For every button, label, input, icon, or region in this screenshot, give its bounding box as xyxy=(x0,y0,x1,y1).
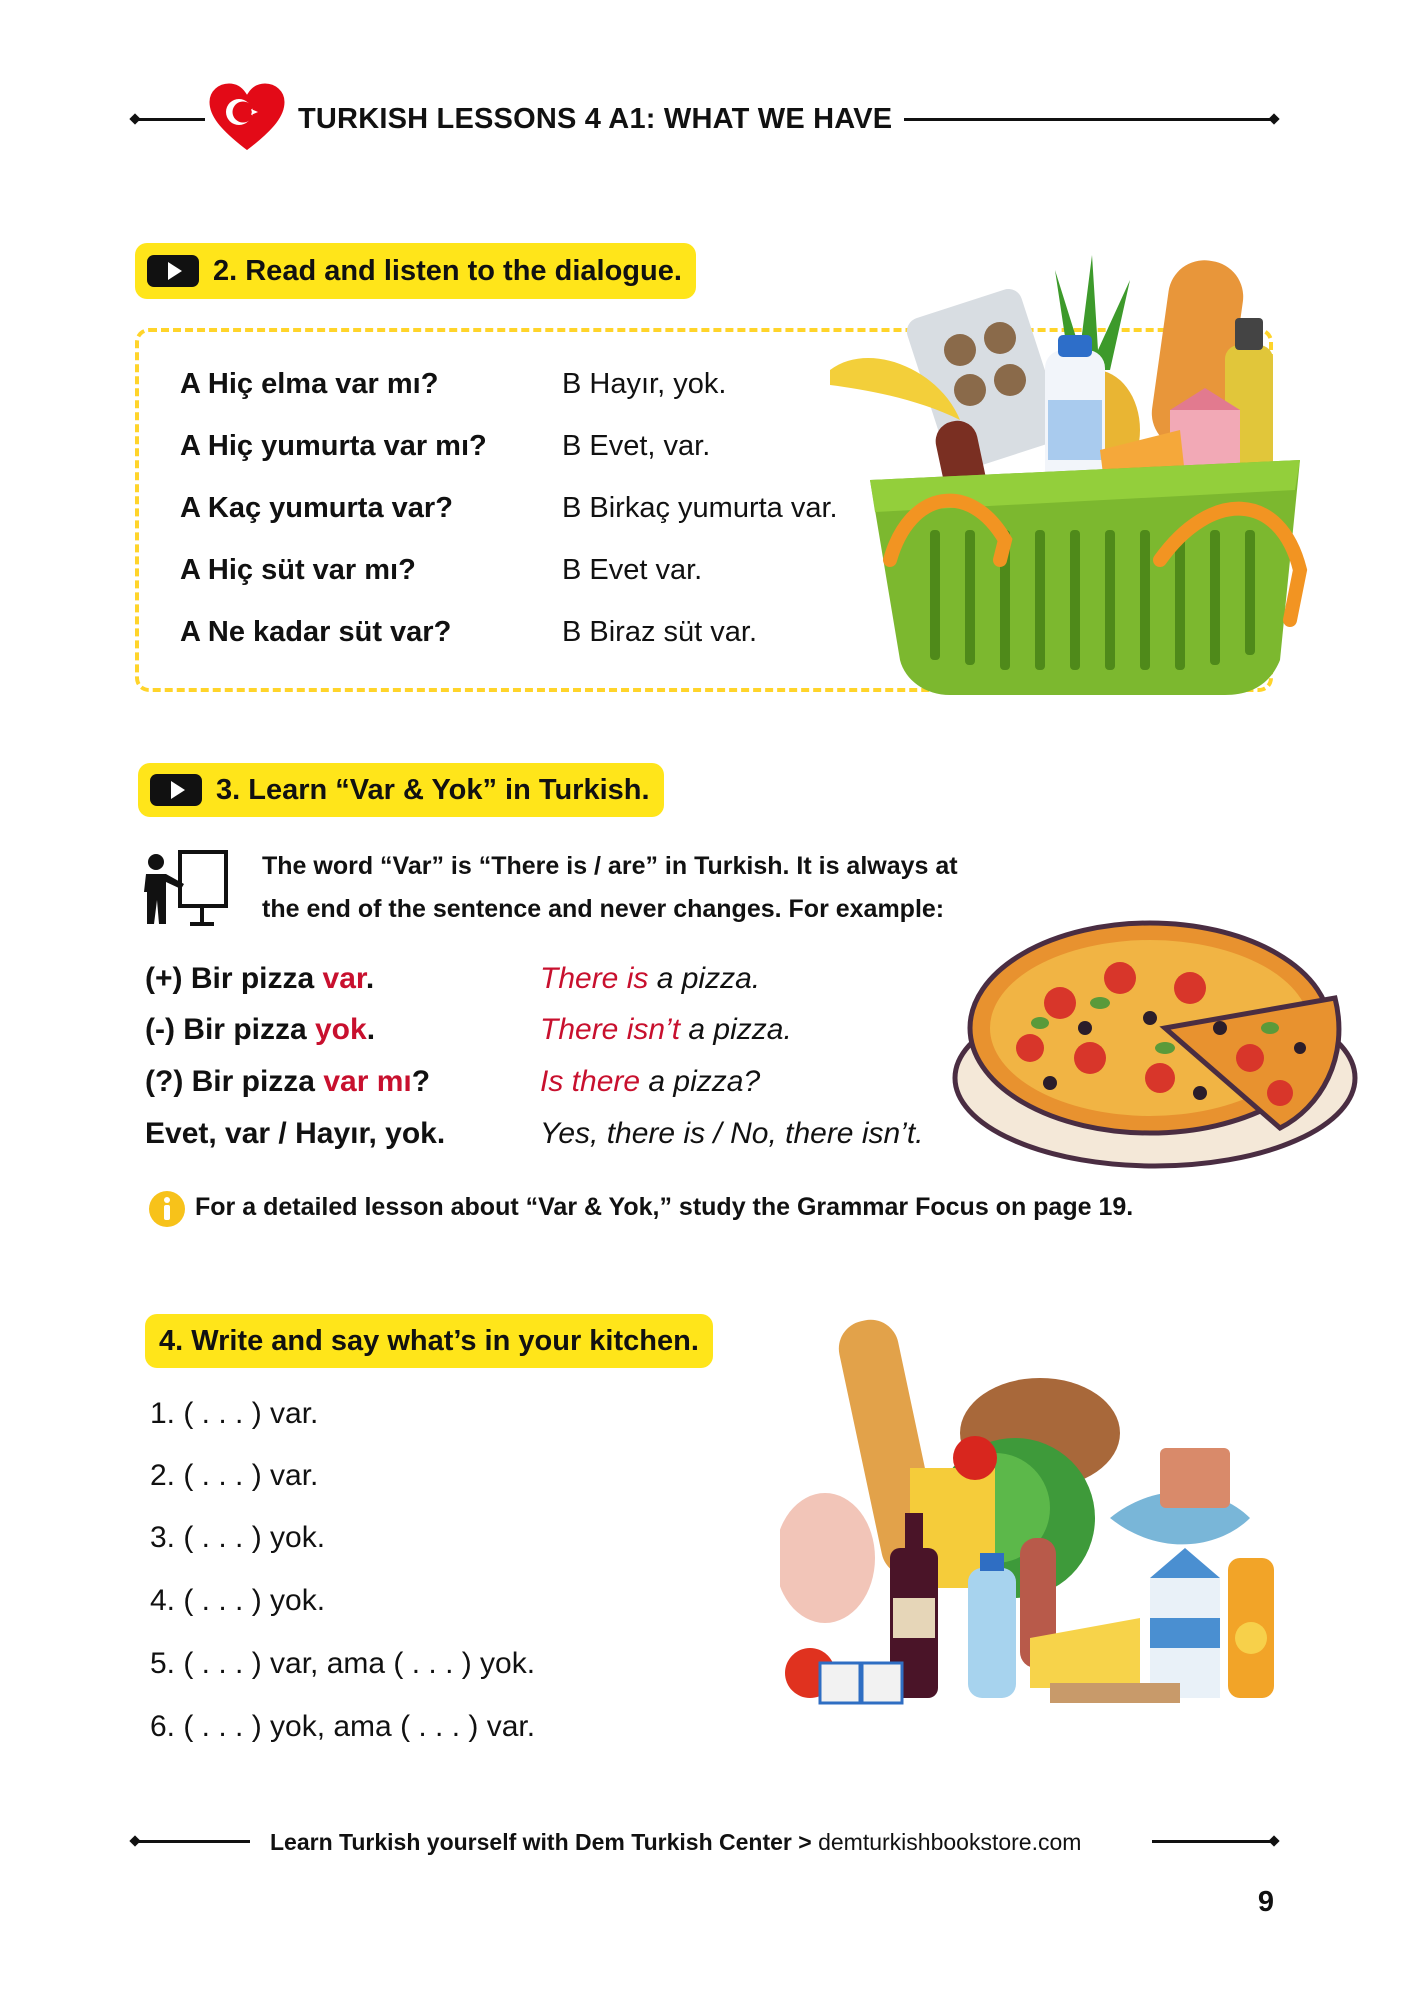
dialogue-line-a: A Ne kadar süt var? xyxy=(180,616,452,648)
exercise-item: 3. ( . . . ) yok. xyxy=(150,1521,326,1554)
example-highlight: There isn’t xyxy=(540,1013,681,1046)
example-text: a pizza? xyxy=(640,1065,761,1098)
example-text: (?) Bir pizza xyxy=(145,1065,324,1098)
example-english xyxy=(540,1013,792,1047)
example-turkish xyxy=(145,1065,430,1099)
header-rule-left xyxy=(135,118,205,121)
example-english xyxy=(540,1117,924,1151)
play-icon[interactable] xyxy=(147,255,199,287)
example-text: (+) Bir pizza xyxy=(145,962,323,995)
example-text: a pizza. xyxy=(648,962,761,995)
section2-heading xyxy=(135,243,696,299)
page-number: 9 xyxy=(1257,1886,1274,1918)
exercise-item: 1. ( . . . ) var. xyxy=(150,1397,319,1430)
dialogue-line-a: A Hiç yumurta var mı? xyxy=(180,430,487,462)
dialogue-line-b: B Hayır, yok. xyxy=(562,368,727,400)
section4-title: 4. Write and say what’s in your kitchen. xyxy=(159,1324,699,1357)
explanation-line: The word “Var” is “There is / are” in Turkish. It is always at xyxy=(262,852,958,880)
example-highlight: var xyxy=(322,962,366,995)
dialogue-line-b: B Birkaç yumurta var. xyxy=(562,492,838,524)
groceries-illustration xyxy=(780,1318,1280,1738)
example-highlight: var mı xyxy=(323,1065,412,1098)
dialogue-line-a: A Hiç süt var mı? xyxy=(180,554,416,586)
pizza-illustration xyxy=(950,908,1362,1170)
play-icon[interactable] xyxy=(150,774,202,806)
example-text: Yes, there is / No, there isn’t. xyxy=(540,1117,924,1150)
page-title: TURKISH LESSONS 4 A1: WHAT WE HAVE xyxy=(298,103,893,135)
exercise-item: 5. ( . . . ) var, ama ( . . . ) yok. xyxy=(150,1647,536,1680)
dialogue-line-b: B Evet, var. xyxy=(562,430,711,462)
exercise-item: 2. ( . . . ) var. xyxy=(150,1459,319,1492)
example-turkish xyxy=(145,962,374,996)
footer-rule-left xyxy=(135,1840,250,1843)
example-text: a pizza. xyxy=(680,1013,792,1046)
explanation-line: the end of the sentence and never changes. For example: xyxy=(262,895,945,923)
dialogue-line-a: A Kaç yumurta var? xyxy=(180,492,453,524)
example-text: ? xyxy=(411,1065,431,1098)
footer-rule-right xyxy=(1152,1840,1274,1843)
example-highlight: Is there xyxy=(540,1065,641,1098)
footer-brand: Learn Turkish yourself with Dem Turkish Center > xyxy=(270,1829,819,1855)
section2-title: 2. Read and listen to the dialogue. xyxy=(213,254,682,287)
example-highlight: yok xyxy=(315,1013,367,1046)
example-text: . xyxy=(366,1013,376,1046)
footer-credit xyxy=(270,1829,1081,1856)
shopping-basket-illustration xyxy=(830,240,1330,710)
footer-url[interactable]: demturkishbookstore.com xyxy=(818,1829,1082,1855)
example-text: (-) Bir pizza xyxy=(145,1013,315,1046)
example-text: Evet, var / Hayır, yok. xyxy=(145,1117,446,1150)
example-english xyxy=(540,962,760,996)
section3-title: 3. Learn “Var & Yok” in Turkish. xyxy=(216,773,650,806)
teacher-board-icon xyxy=(140,848,230,928)
example-text: . xyxy=(365,962,375,995)
section4-heading xyxy=(145,1314,713,1368)
var-explanation xyxy=(262,845,1062,931)
dialogue-line-b: B Evet var. xyxy=(562,554,703,586)
header-rule-right xyxy=(904,118,1274,121)
example-english xyxy=(540,1065,760,1099)
section3-heading xyxy=(138,763,664,817)
example-highlight: There is xyxy=(540,962,649,995)
info-icon xyxy=(148,1190,186,1228)
turkish-flag-heart-icon xyxy=(206,80,288,156)
dialogue-line-a: A Hiç elma var mı? xyxy=(180,368,439,400)
exercise-item: 4. ( . . . ) yok. xyxy=(150,1584,326,1617)
dialogue-line-b: B Biraz süt var. xyxy=(562,616,758,648)
example-turkish xyxy=(145,1117,445,1151)
exercise-item: 6. ( . . . ) yok, ama ( . . . ) var. xyxy=(150,1710,536,1743)
example-turkish xyxy=(145,1013,375,1047)
grammar-note: For a detailed lesson about “Var & Yok,” study the Grammar Focus on page 19. xyxy=(195,1193,1134,1221)
